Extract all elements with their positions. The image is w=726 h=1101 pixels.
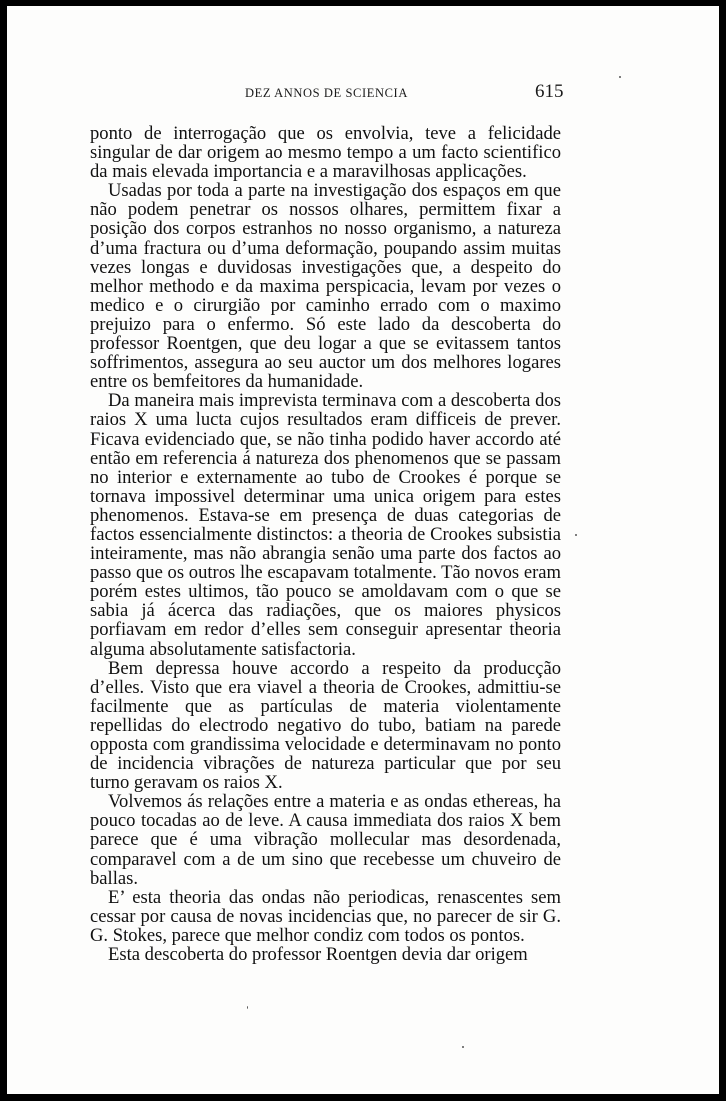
body-text [90,124,561,964]
paper-speck [575,534,577,536]
book-page [7,6,719,1094]
paragraph-ether-waves: Volvemos ás relações entre a materia e as ondas ethereas, ha pouco tocadas ao de leve. A causa immediata dos raios X bem parece que é uma vibração mollecular mas desordenada, comparavel com a de um sino que recebesse um chuveiro de ballas. [90,791,561,889]
paragraph-stokes: E’ esta theoria das ondas não periodicas, renascentes sem cessar por causa de novas incidencias que, no parecer de sir G. G. Stokes, parece que melhor condiz com todos os pontos. [90,886,561,946]
paragraph-final-line: Esta descoberta do professor Roentgen devia dar origem [108,944,528,966]
paper-speck [619,76,621,78]
paragraph-crookes-theory: Da maneira mais imprevista terminava com a descoberta dos raios X uma lucta cujos resultados eram difficeis de prever. Ficava evidenciado que, se não tinha podido haver accordo até então em referencia á natureza dos phenomenos que se passam no interior e externamente ao tubo de Crookes é porque se tornava impossivel determinar uma unica origem para estes phenomenos. Estava-se em presença de duas categorias de factos essencialmente distinctos: a theoria de Crookes subsistia inteiramente, mas não abrangia senão uma parte dos factos ao passo que os outros lhe escapavam totalmente. Tão novos eram porém estes ultimos, tão pouco se amoldavam com o que se sabia já ácerca das radiações, que os maiores physicos porfiavam em redor d’elles sem conseguir apresentar theoria alguma absolutamente satisfactoria. [90,390,561,660]
paragraph-production: Bem depressa houve accordo a respeito da producção d’elles. Visto que era viavel a theoria de Crookes, admittiu-se facilmente que as partículas de materia violentamente repellidas do electrodo negativo do tubo, batiam na parede opposta com grandissima velocidade e determinavam no ponto de incidencia vibrações de natureza particular que por seu turno geravam os raios X. [90,657,561,794]
running-title: DEZ ANNOS DE SCIENCIA [245,86,408,100]
paper-speck [462,1046,464,1048]
paper-speck [247,1006,248,1009]
paragraph-applications: Usadas por toda a parte na investigação dos espaços em que não podem penetrar os nossos olhares, permittem fixar a posição dos corpos estranhos no nosso organismo, a natureza d’uma fractura ou d’uma deformação, poupando assim muitas vezes longas e duvidosas investigações que, a despeito do melhor methodo e da maxima perspicacia, levam por vezes o medico e o cirurgião por caminho errado com o maximo prejuizo para o enfermo. Só este lado da descoberta do professor Roentgen, que deu logar a que se evitassem tantos soffrimentos, assegura ao seu auctor um dos melhores logares entre os bemfeitores da humanidade. [90,180,561,393]
page-number: 615 [535,81,564,102]
page-header [7,81,719,108]
paragraph-continuation: ponto de interrogação que os envolvia, teve a felicidade singular de dar origem ao mesmo tempo a um facto scientifico da mais elevada importancia e a maravilhosas applicações. [90,123,561,183]
